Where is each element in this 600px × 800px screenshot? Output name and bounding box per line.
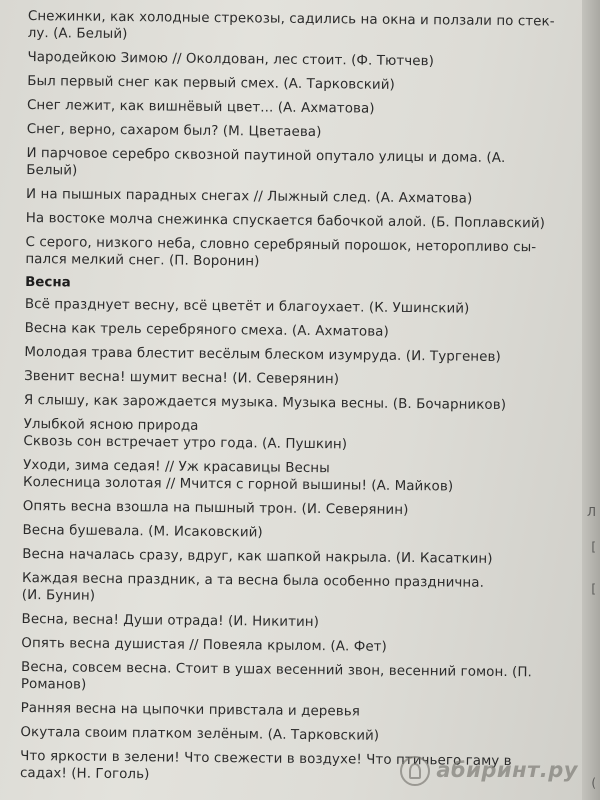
quote-line: Белый): [26, 162, 78, 179]
quote-pushkin: [23, 416, 553, 456]
quote-belyi-parcha: [26, 145, 556, 185]
page-content: [20, 8, 558, 795]
quote-bunin: [22, 570, 552, 610]
quote-nikitin: [22, 611, 552, 634]
edge-mark: (: [591, 776, 596, 790]
edge-mark: Л: [586, 505, 596, 519]
edge-mark: [: [591, 540, 596, 554]
quote-line: С серого, низкого неба, словно серебряный порошок, неторопливо сы-: [25, 234, 537, 256]
quote-akhmatova-lyzhnyi: [26, 186, 556, 209]
quote-line: лу. (А. Белый): [27, 25, 128, 43]
quote-akhmatova-trel: [25, 320, 555, 343]
quote-tarkovsky-vesna-a: [21, 700, 551, 723]
quote-severyanin-zvenit: [24, 368, 554, 391]
quote-line: Опять весна душистая // Повеяла крылом. (А. Фет): [21, 635, 387, 655]
quote-tarkovsky-vesna-b: [20, 724, 550, 747]
quote-ushinsky: [25, 296, 555, 319]
quote-line: Весна началась сразу, вдруг, как шапкой накрыла. (И. Касаткин): [22, 546, 493, 567]
quote-belyi-strekozy: [28, 8, 558, 48]
quote-line: Сквозь сон встречает утро года. (А. Пушкин): [23, 433, 348, 453]
quote-line: Снег, верно, сахаром был? (М. Цветаева): [26, 121, 322, 141]
quote-akhmatova-vishnevyi: [27, 97, 557, 120]
quote-line: (И. Бунин): [21, 587, 96, 604]
quote-line: Молодая трава блестит весёлым блеском изумруда. (И. Тургенев): [24, 344, 501, 365]
quote-line: Опять весна взошла на пышный трон. (И. Северянин): [22, 498, 409, 519]
labirint-logo-icon: [400, 756, 430, 786]
quote-line: Звенит весна! шумит весна! (И. Северянин): [24, 368, 340, 388]
quote-maikov: [23, 457, 553, 497]
adjacent-page-edge: [582, 0, 600, 800]
quote-kasatkin: [22, 546, 552, 569]
quote-tyutchev: [27, 49, 557, 72]
quote-line: Колесница золотая // Мчится с горной вышины! (А. Майков): [22, 474, 454, 495]
quote-line: Каждая весна праздник, а та весна была особенно празднична.: [21, 570, 485, 591]
quote-line: Улыбкой ясною природа: [23, 416, 199, 434]
quote-line: пался мелкий снег. (П. Воронин): [25, 251, 260, 270]
quote-line: Весна как трель серебряного смеха. (А. Ахматова): [24, 320, 389, 340]
quote-severyanin-tron: [23, 498, 553, 521]
quote-line: Ранняя весна на цыпочки привстала и деревья: [20, 700, 360, 720]
quote-line: Что яркости в зелени! Что свежести в воздухе! Что птичьего гаму в: [20, 748, 512, 770]
quote-line: Чародейкою Зимою // Околдован, лес стоит. (Ф. Тютчев): [27, 49, 435, 70]
quote-line: Весна бушевала. (М. Исаковский): [22, 522, 263, 541]
quote-voronin: [25, 234, 555, 274]
quote-line: Я слышу, как зарождается музыка. Музыка весны. (В. Бочарников): [23, 392, 507, 414]
section-heading-vesna: Весна: [25, 274, 71, 291]
edge-mark: [: [591, 582, 596, 596]
watermark-text: абиринт.ру: [436, 758, 578, 782]
quote-fet: [21, 635, 551, 658]
quote-line: Снег лежит, как вишнёвый цвет... (А. Ахматова): [26, 97, 375, 117]
quote-romanov: [21, 659, 551, 699]
quote-line: Окутала своим платком зелёным. (А. Тарковский): [20, 724, 380, 744]
quote-poplavsky: [26, 210, 556, 233]
quote-line: Весна, весна! Души отрада! (И. Никитин): [21, 611, 320, 631]
quote-line: Романов): [20, 676, 87, 693]
quote-line: Снежинки, как холодные стрекозы, садились на окна и ползали по стек-: [27, 8, 555, 30]
quote-tarkovsky-sneg: [27, 73, 557, 96]
quote-line: И на пышных парадных снегах // Лыжный след. (А. Ахматова): [25, 186, 473, 207]
quote-bocharnikov: [24, 392, 554, 415]
quote-line: садах! (Н. Гоголь): [19, 765, 150, 783]
quote-line: И парчовое серебро сквозной паутиной опутало улицы и дома. (А.: [26, 145, 506, 167]
quote-isakovsky: [22, 522, 552, 545]
quote-line: На востоке молча снежинка спускается бабочкой алой. (Б. Поплавский): [25, 210, 546, 232]
quote-line: Был первый снег как первый смех. (А. Тарковский): [27, 73, 395, 93]
quote-line: Уходи, зима седая! // Уж красавицы Весны: [23, 457, 330, 477]
quote-tsvetaeva: [27, 121, 557, 144]
quote-line: Всё празднует весну, всё цветёт и благоухает. (К. Ушинский): [24, 296, 470, 317]
quote-turgenev: [24, 344, 554, 367]
quote-line: Весна, совсем весна. Стоит в ушах весенний звон, весенний гомон. (П.: [21, 659, 533, 681]
watermark: [400, 756, 578, 786]
